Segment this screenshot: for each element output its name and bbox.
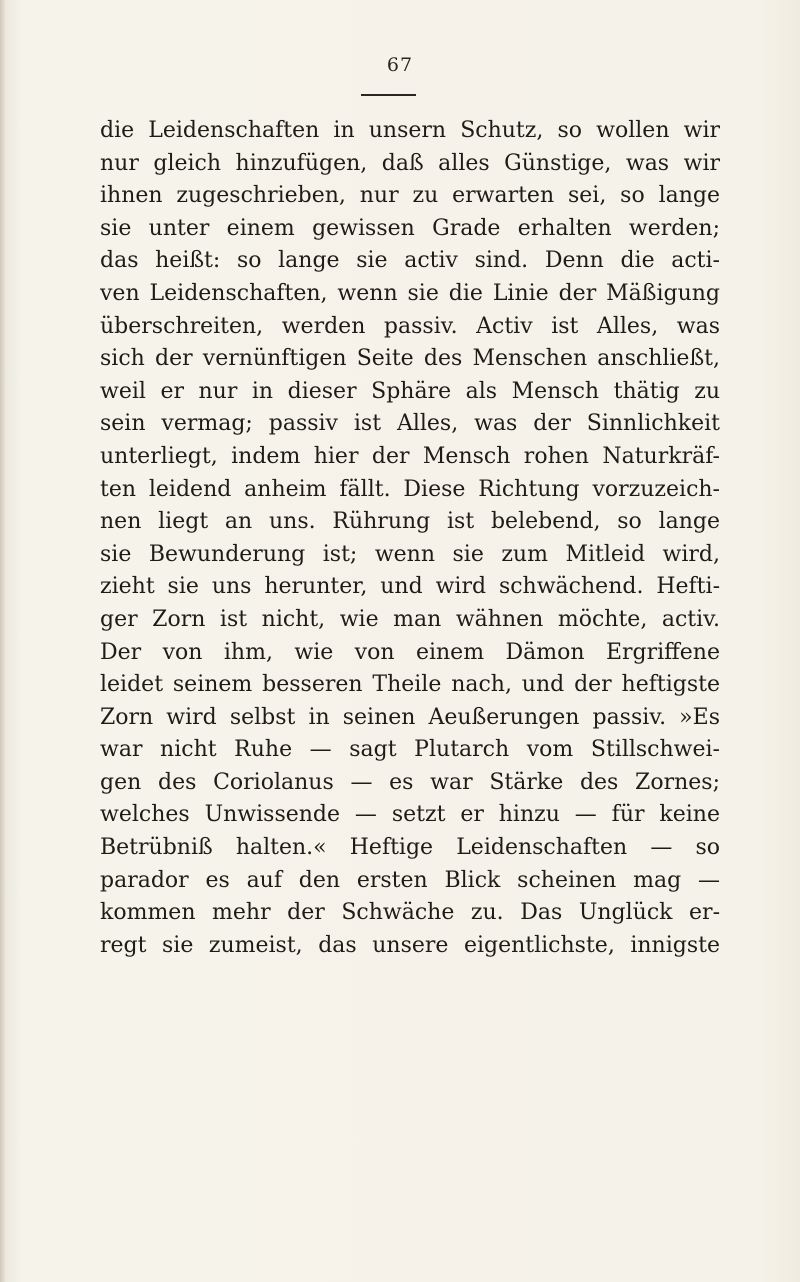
- text-line: Zorn wird selbst in seinen Aeußerungen passiv. »Es: [100, 704, 720, 730]
- body-text: [100, 115, 720, 962]
- text-line: Betrübniß halten.« Heftige Leidenschaften — so: [100, 835, 720, 861]
- text-line: ven Leidenschaften, wenn sie die Linie der Mäßigung: [100, 280, 720, 306]
- text-line: welches Unwissende — setzt er hinzu — für keine: [100, 802, 720, 828]
- text-line: sie unter einem gewissen Grade erhalten werden;: [100, 215, 720, 241]
- text-line: das heißt: so lange sie activ sind. Denn die acti-: [100, 248, 720, 274]
- text-line: nen liegt an uns. Rührung ist belebend, so lange: [100, 509, 720, 535]
- text-line: Der von ihm, wie von einem Dämon Ergriffene: [100, 639, 720, 665]
- text-line: leidet seinem besseren Theile nach, und der heftigste: [100, 672, 720, 698]
- page-number: 67: [386, 54, 414, 76]
- text-line: kommen mehr der Schwäche zu. Das Unglück er-: [100, 900, 720, 926]
- text-line: sie Bewunderung ist; wenn sie zum Mitleid wird,: [100, 541, 720, 567]
- text-line: zieht sie uns herunter, und wird schwächend. Hefti-: [100, 574, 720, 600]
- text-line: nur gleich hinzufügen, daß alles Günstige, was wir: [100, 150, 720, 176]
- text-line: ihnen zugeschrieben, nur zu erwarten sei, so lange: [100, 183, 720, 209]
- text-line: regt sie zumeist, das unsere eigentlichste, innigste: [100, 932, 720, 958]
- text-line: ger Zorn ist nicht, wie man wähnen möchte, activ.: [100, 606, 720, 632]
- text-line: sein vermag; passiv ist Alles, was der Sinnlichkeit: [100, 411, 720, 437]
- text-line: gen des Coriolanus — es war Stärke des Zornes;: [100, 769, 720, 795]
- text-line: überschreiten, werden passiv. Activ ist Alles, was: [100, 313, 720, 339]
- binding-edge: [0, 0, 6, 1282]
- text-line: parador es auf den ersten Blick scheinen mag —: [100, 867, 720, 893]
- text-line: weil er nur in dieser Sphäre als Mensch thätig zu: [100, 378, 720, 404]
- text-line: unterliegt, indem hier der Mensch rohen Naturkräf-: [100, 443, 720, 469]
- text-line: sich der vernünftigen Seite des Menschen anschließt,: [100, 346, 720, 372]
- text-line: war nicht Ruhe — sagt Plutarch vom Stillschwei-: [100, 737, 720, 763]
- page-number-rule: [361, 94, 416, 96]
- text-line: ten leidend anheim fällt. Diese Richtung vorzuzeich-: [100, 476, 720, 502]
- text-line: die Leidenschaften in unsern Schutz, so wollen wir: [100, 118, 720, 143]
